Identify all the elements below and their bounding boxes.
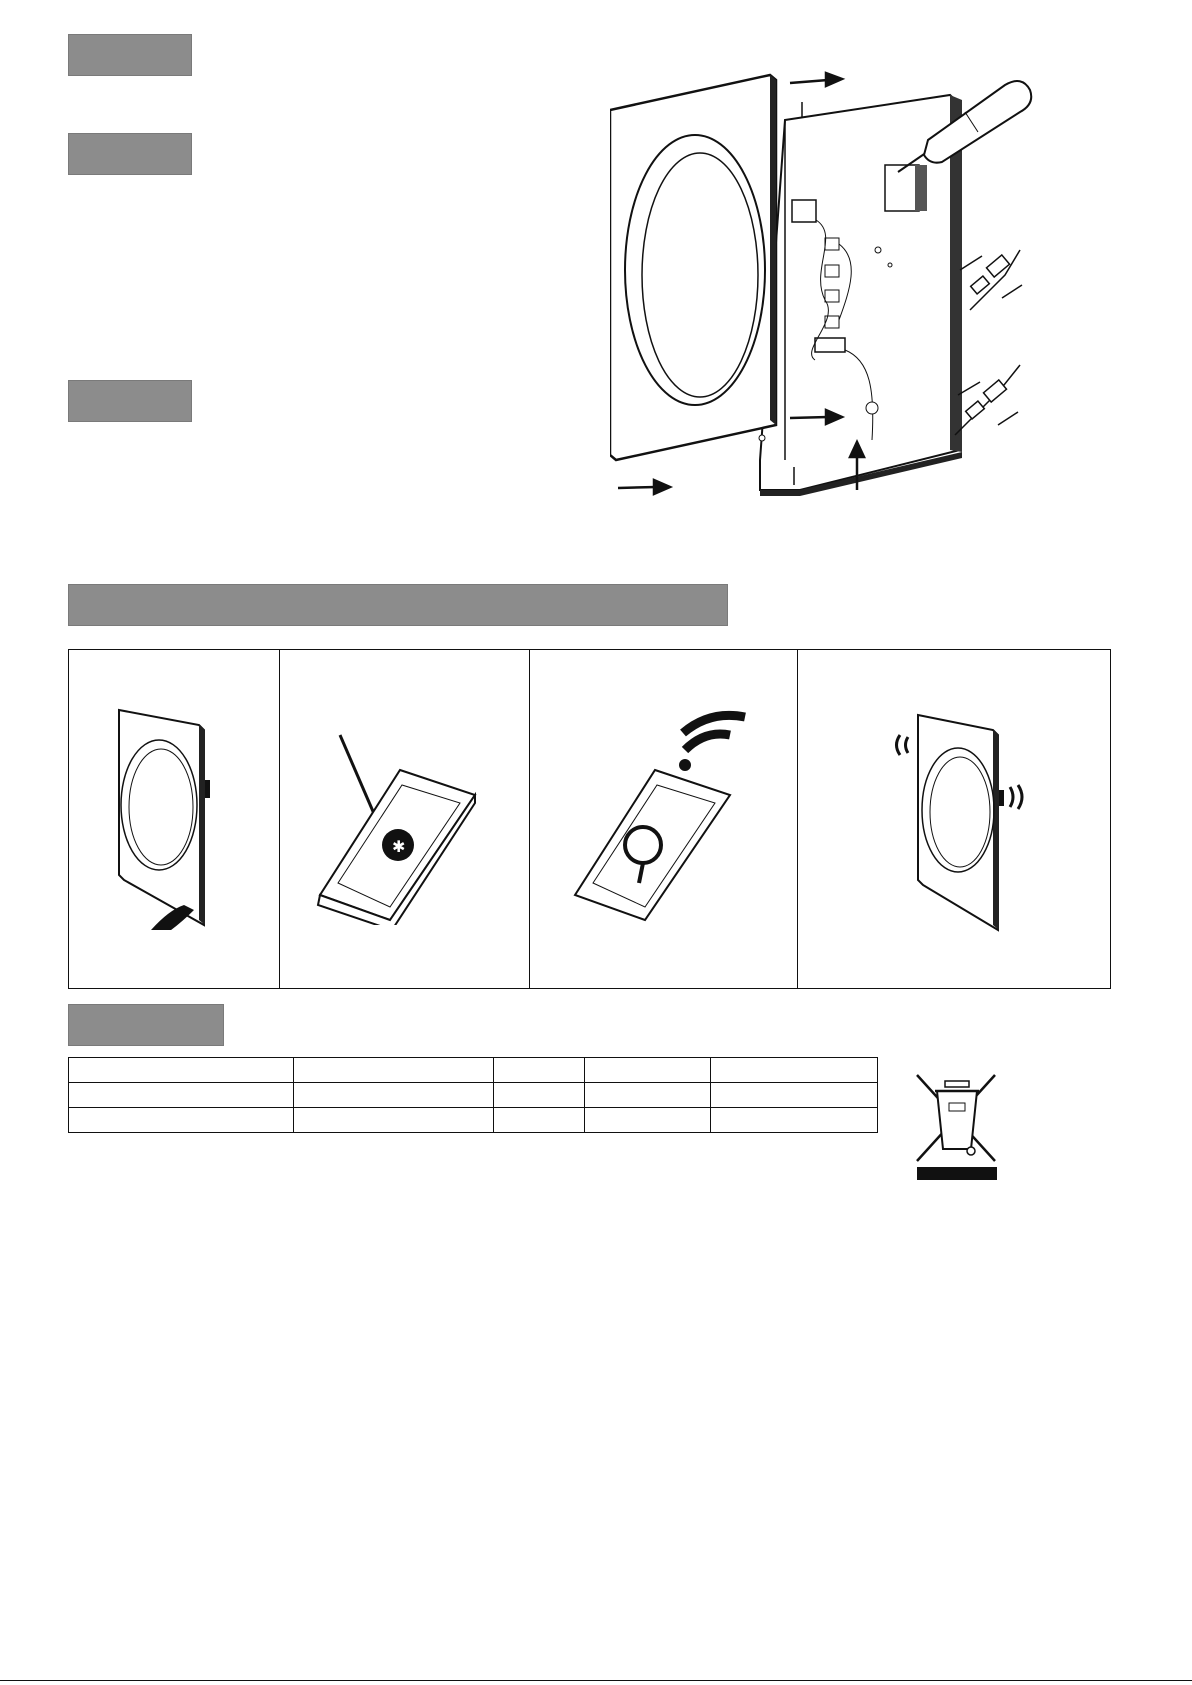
connector-icon [955, 250, 1022, 435]
weee-bin-icon [915, 1073, 1001, 1181]
table-row [69, 1083, 878, 1108]
section-tab-2 [68, 133, 192, 175]
mirror-touch-icon [109, 700, 249, 930]
pairing-steps-panel [68, 649, 1111, 989]
section-tab-3 [68, 380, 192, 422]
mirror-installation-diagram [610, 60, 1110, 500]
table-row [69, 1058, 878, 1083]
footer-rule [0, 1680, 1192, 1681]
section-bar-pairing [68, 584, 728, 626]
phone-bluetooth-icon [310, 725, 490, 925]
mirror-connected-icon [888, 705, 1048, 935]
step-panel-2 [280, 650, 531, 988]
section-tab-1 [68, 34, 192, 76]
specs-table [68, 1057, 878, 1133]
section-tab-specs [68, 1004, 224, 1046]
table-row [69, 1108, 878, 1133]
step-panel-3 [530, 650, 797, 988]
step-panel-4 [798, 650, 1110, 988]
svg-text:✱: ✱ [391, 837, 405, 856]
phone-search-icon [565, 705, 765, 925]
step-panel-1 [69, 650, 280, 988]
